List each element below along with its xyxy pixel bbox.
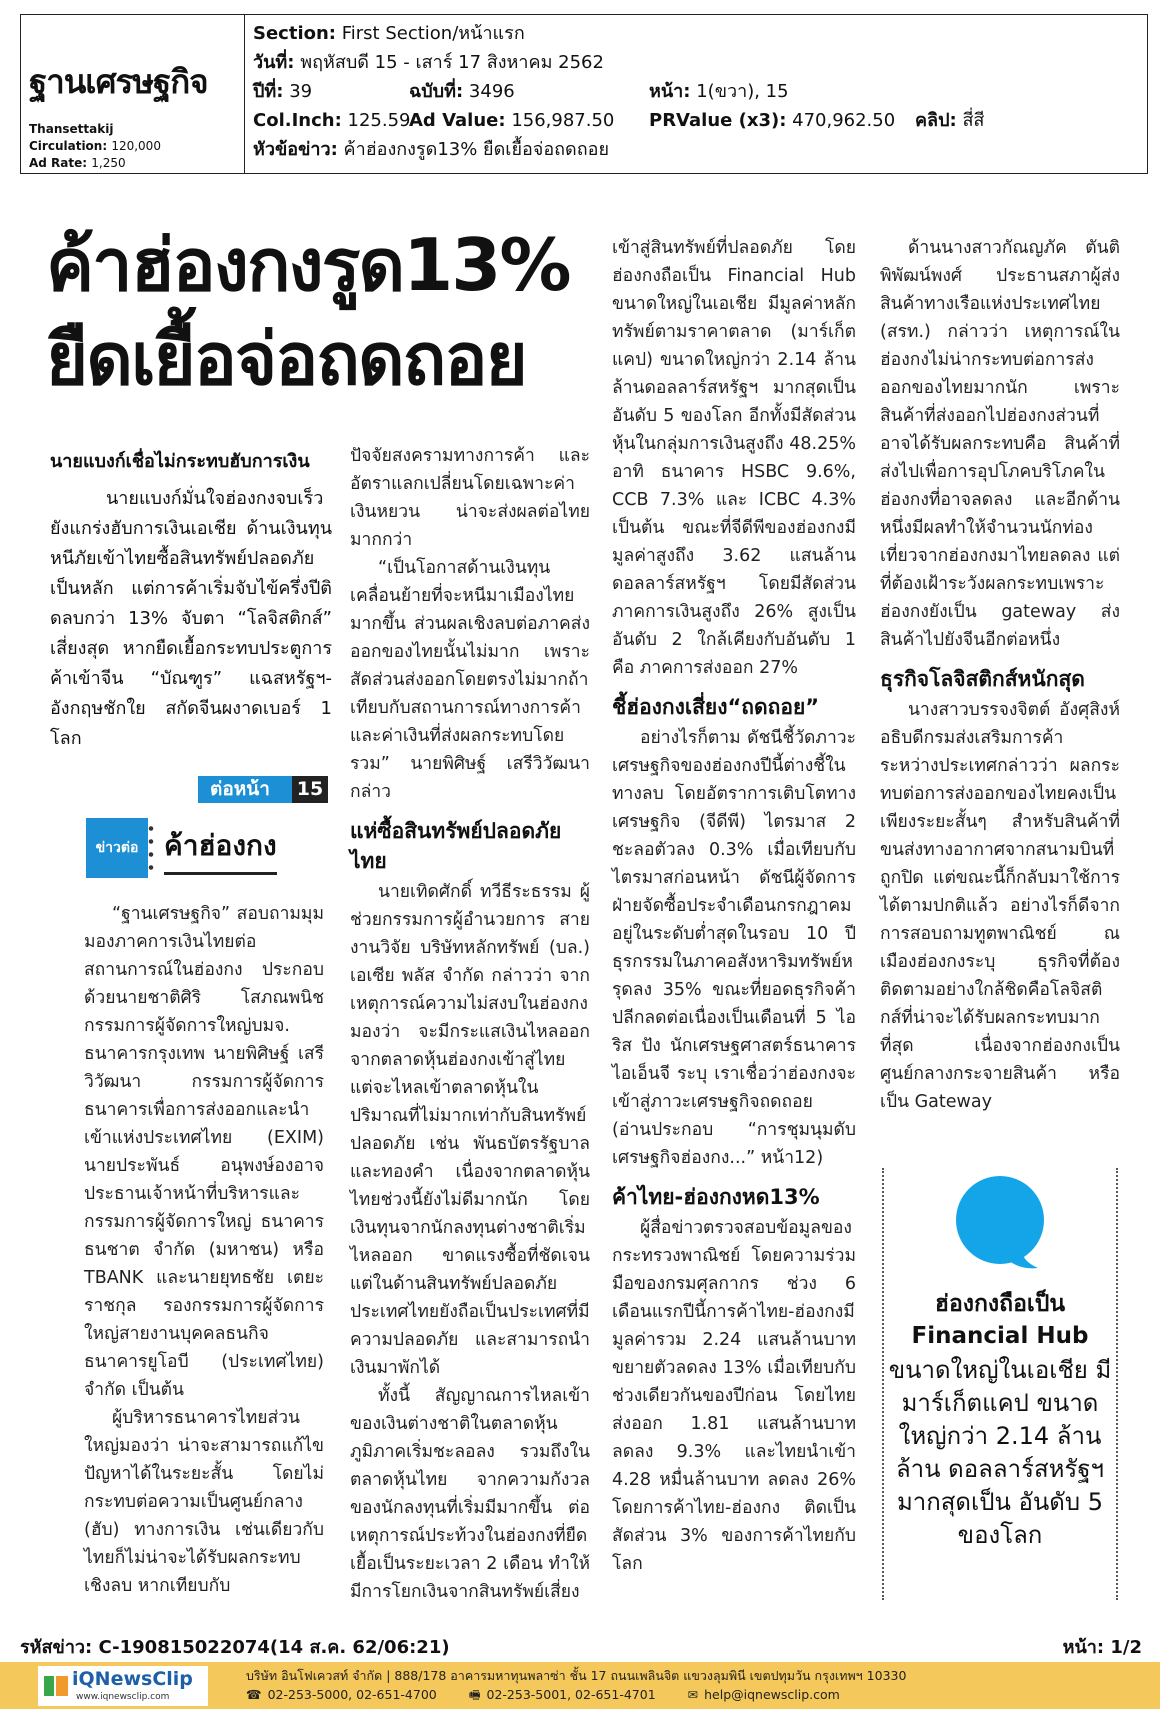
clip-code-row [20,1632,1148,1661]
code-label: รหัสข่าว: [20,1637,93,1658]
page-value: 1(ขวา), 15 [696,81,789,102]
paragraph: ด้านนางสาวกัณญภัค ตันติพิพัฒน์พงศ์ ประธานสภาผู้ส่งสินค้าทางเรือแห่งประเทศไทย (สรท.) กล่าวว่า เหตุการณ์ในฮ่องกงไม่น่ากระทบต่อการส่งออกของไทยมากนัก เพราะสินค้าที่ส่งออกไปฮ่องกงส่วนที่อาจได้รับผลกระทบคือ สินค้าที่ส่งไปเพื่อการอุปโภคบริโภคในฮ่องกงที่อาจลดลง และอีกด้านหนึ่งมีผลทำให้จำนวนนักท่องเที่ยวจากฮ่องกงมาไทยลดลง แต่ที่ต้องเฝ้าระวังผลกระทบเพราะฮ่องกงยังเป็น gateway ส่งสินค้าไปยังจีนอีกต่อหนึ่ง [880,238,1120,650]
advalue-value: 156,987.50 [511,110,615,131]
clip-value: สี่สี [962,110,985,131]
colinch-value: 125.59 [347,110,411,131]
circulation [29,139,236,153]
iqnewsclip-logo[interactable] [38,1666,208,1706]
paragraph: ผู้บริหารธนาคารไทยส่วนใหญ่มองว่า น่าจะสามารถแก้ไขปัญหาได้ในระยะสั้น โดยไม่กระทบต่อความเป็นศูนย์กลาง (ฮับ) ทางการเงิน เช่นเดียวกับไทยก็ไม่น่าจะได้รับผลกระทบเชิงลบ หากเทียบกับ [84,1408,324,1596]
continue-tag [198,776,328,803]
prvalue-value: 470,962.50 [792,110,896,131]
article-column-3 [612,234,856,1578]
company-address: บริษัท อินโฟเควสท์ จำกัด | 888/178 อาคารมหาทุนพลาซ่า ชั้น 17 ถนนเพลินจิต แขวงลุมพินี เขตปทุมวัน กรุงเทพฯ 10330 [246,1668,907,1683]
binder-dots-icon [148,822,154,874]
fax-icon: 🖷 [468,1687,481,1702]
article-headline [46,218,606,406]
date-label: วันที่: [253,52,295,73]
brand-name: iQNewsClip [72,1668,193,1690]
paragraph: อย่างไรก็ตาม ดัชนีชี้วัดภาวะเศรษฐกิจของฮ่องกงปีนี้ต่างชี้ในทางลบ โดยอัตราการเติบโตทางเศรษฐกิจ (จีดีพี) ไตรมาส 2 ชะลอตัวลง 0.3% เมื่อเทียบกับไตรมาสก่อนหน้า ดัชนีผู้จัดการฝ่ายจัดซื้อประจำเดือนกรกฎาคมอยู่ในระดับต่ำสุดในรอบ 10 ปี ธุรกรรมในภาคอสังหาริมทรัพย์หรุดลง 35% ขณะที่ยอดธุรกิจค้าปลีกลดต่อเนื่องเป็นเดือนที่ 5 ไอริส ปัง นักเศรษฐศาสตร์ธนาคารไอเอ็นจี ระบุ เราเชื่อว่าฮ่องกงจะเข้าสู่ภาวะเศรษฐกิจถดถอย (อ่านประกอบ “การชุมนุมดับเศรษฐกิจฮ่องกง...” หน้า12) [612,728,856,1168]
advalue-label: Ad Value: [409,110,506,131]
phone [246,1687,437,1702]
page-count-label: หน้า: [1062,1637,1105,1658]
year-label: ปีที่: [253,81,284,102]
date-value: พฤหัสบดี 15 - เสาร์ 17 สิงหาคม 2562 [300,52,604,73]
email-icon: ✉ [687,1687,699,1702]
continue-page: 15 [292,776,328,803]
publication-logo: ฐานเศรษฐกิจ [29,62,208,101]
colinch-label: Col.Inch: [253,110,342,131]
bubble-circle [956,1176,1044,1264]
lead-paragraph: นายแบงก์มั่นใจฮ่องกงจบเร็วยังแกร่งฮับการเงินเอเชีย ด้านเงินทุนหนีภัยเข้าไทยซื้อสินทรัพย์ปลอดภัยเป็นหลัก แต่การค้าเริ่มจับไข้ครึ่งปีติดลบกว่า 13% จับตา “โลจิสติกส์” เสี่ยงสุด หากยืดเยื้อกระทบประตูการค้าเข้าจีน “บัณฑูร” แฉสหรัฐฯ-อังกฤษชักใย สกัดจีนผงาดเบอร์ 1 โลก [50,488,332,749]
section-heading: แห่ซื้อสินทรัพย์ปลอดภัยไทย [350,819,562,873]
year-value: 39 [289,81,313,102]
value-row [253,106,1139,135]
email[interactable] [688,1687,840,1702]
article-lead [50,484,332,754]
headline-label: หัวข้อข่าว: [253,139,338,160]
contact-row [246,1686,868,1707]
circulation-label: Circulation: [29,139,108,153]
highlight-heading [884,1288,1116,1352]
clip-header [20,14,1148,174]
issue-value: 3496 [468,81,515,102]
footer-bar [0,1662,1160,1709]
paragraph: นางสาวบรรจงจิตต์ อังศุสิงห์ อธิบดีกรมส่งเสริมการค้าระหว่างประเทศกล่าวว่า ผลกระทบต่อการส่งออกของไทยคงเป็นเพียงระยะสั้นๆ สำหรับสินค้าที่ขนส่งทางอากาศจากสนามบินที่ถูกปิด แต่ขณะนี้ก็กลับมาใช้การได้ตามปกติแล้ว อย่างไรก็ดีจากการสอบถามทูตพาณิชย์ ณ เมืองฮ่องกงระบุ ธุรกิจที่ต้องติดตามอย่างใกล้ชิดคือโลจิสติกส์ที่น่าจะได้รับผลกระทบมากที่สุด เนื่องจากฮ่องกงเป็นศูนย์กลางกระจายสินค้า หรือเป็น Gateway [880,700,1120,1112]
article-column-4 [880,234,1120,1116]
fax-value: 02-253-5001, 02-651-4701 [486,1687,656,1702]
email-value[interactable]: help@iqnewsclip.com [704,1687,840,1702]
date-row [253,48,1139,77]
paragraph: เข้าสู่สินทรัพย์ที่ปลอดภัย โดยฮ่องกงถือเป็น Financial Hub ขนาดใหญ่ในเอเชีย มีมูลค่าหลักทรัพย์ตามราคาตลาด (มาร์เก็ตแคป) ขนาดใหญ่กว่า 2.14 ล้านล้านดอลลาร์สหรัฐฯ มากสุดเป็นอันดับ 5 ของโลก อีกทั้งมีสัดส่วนหุ้นในกลุ่มการเงินสูงถึง 48.25% อาทิ ธนาคาร HSBC 9.6%, CCB 7.3% และ ICBC 4.3% เป็นต้น ขณะที่จีดีพีของฮ่องกงมีมูลค่าสูงถึง 3.62 แสนล้านดอลลาร์สหรัฐฯ โดยมีสัดส่วนภาคการเงินสูงถึง 26% สูงเป็นอันดับ 2 ใกล้เคียงกับอันดับ 1 คือ ภาคการส่งออก 27% [612,238,856,678]
ad-rate-label: Ad Rate: [29,156,88,170]
phone-icon: ☎ [246,1687,262,1702]
clip-label: คลิป: [915,110,957,131]
paragraph: ผู้สื่อข่าวตรวจสอบข้อมูลของกระทรวงพาณิชย์ โดยความร่วมมือของกรมศุลกากร ช่วง 6 เดือนแรกปีนี้การค้าไทย-ฮ่องกงมีมูลค่ารวม 2.24 แสนล้านบาท ขยายตัวลดลง 13% เมื่อเทียบกับช่วงเดียวกันของปีก่อน โดยไทยส่งออก 1.81 แสนล้านบาท ลดลง 9.3% และไทยนำเข้า 4.28 หมื่นล้านบาท ลดลง 26% โดยการค้าไทย-ฮ่องกง ติดเป็นสัดส่วน 3% ของการค้าไทยกับโลก [612,1218,856,1574]
headline-line-1: ค้าฮ่องกงรูด13% [46,223,570,307]
article-column-2 [350,442,590,1606]
article-subhead: นายแบงก์เชื่อไม่กระทบฮับการเงิน [50,451,310,472]
headline-row [253,135,1139,164]
highlight-body: ขนาดใหญ่ในเอเชีย มีมาร์เก็ตแคป ขนาดใหญ่กว่า 2.14 ล้านล้าน ดอลลาร์สหรัฐฯ มากสุดเป็น อันดับ 5 ของโลก [888,1356,1112,1549]
highlight-heading-line-2: Financial Hub [911,1323,1089,1349]
phone-value: 02-253-5000, 02-651-4700 [267,1687,437,1702]
logo-mark-icon [42,1672,70,1700]
ad-rate [29,156,236,170]
paragraph: ทั้งนี้ สัญญาณการไหลเข้าของเงินต่างชาติในตลาดหุ้นภูมิภาคเริ่มชะลอลง รวมถึงในตลาดหุ้นไทย จากความกังวลของนักลงทุนที่เริ่มมีมากขึ้น ต่อเหตุการณ์ประท้วงในฮ่องกงที่ยืดเยื้อเป็นระยะเวลา 2 เดือน ทำให้มีการโยกเงินจากสินทรัพย์เสี่ยง [350,1386,590,1602]
issue-label: ฉบับที่: [409,81,464,102]
section-row [253,19,1139,48]
section-value: First Section/หน้าแรก [341,23,525,44]
circulation-value: 120,000 [111,139,161,153]
paragraph: “เป็นโอกาสด้านเงินทุนเคลื่อนย้ายที่จะหนีมาเมืองไทยมากขึ้น ส่วนผลเชิงลบต่อภาคส่งออกของไทยนั้นไม่มาก เพราะสัดส่วนส่งออกโดยตรงไม่มากถ้าเทียบกับสถานการณ์ทางการค้าและค่าเงินที่ส่งผลกระทบโดยรวม” นายพิศิษฐ์ เสรีวิวัฒนา กล่าว [350,558,590,802]
publication-name-en: Thansettakij [29,122,114,136]
article-column-1 [84,900,324,1600]
page-label: หน้า: [649,81,691,102]
section-heading: ชี้ฮ่องกงเสี่ยง“ถดถอย” [612,695,820,719]
section-heading: ค้าไทย-ฮ่องกงหด13% [612,1185,820,1209]
code-value: C-190815022074(14 ส.ค. 62/06:21) [98,1637,450,1658]
prvalue-label: PRValue (x3): [649,110,787,131]
speech-bubble-icon [950,1172,1050,1272]
highlight-heading-line-1: ฮ่องกงถือเป็น [934,1291,1066,1317]
headline-value: ค้าฮ่องกงรูด13% ยืดเยื้อจ่อถดถอย [343,139,610,160]
issue-row [253,77,1139,106]
continued-story-box [86,818,326,878]
ad-rate-value: 1,250 [91,156,126,170]
continued-title: ค้าฮ่องกง [164,824,277,875]
fax [469,1687,656,1702]
continue-label: ต่อหน้า [210,778,270,800]
section-heading: ธุรกิจโลจิสติกส์หนักสุด [880,667,1085,691]
publication-block [21,15,245,173]
highlight-box [882,1168,1118,1600]
section-label: Section: [253,23,336,44]
paragraph: “ฐานเศรษฐกิจ” สอบถามมุมมองภาคการเงินไทยต่อสถานการณ์ในฮ่องกง ประกอบด้วยนายชาติศิริ โสภณพนิช กรรมการผู้จัดการใหญ่บมจ. ธนาคารกรุงเทพ นายพิศิษฐ์ เสรีวิวัฒนา กรรมการผู้จัดการธนาคารเพื่อการส่งออกและนำเข้าแห่งประเทศไทย (EXIM) นายประพันธ์ อนุพงษ์องอาจ ประธานเจ้าหน้าที่บริหารและกรรมการผู้จัดการใหญ่ ธนาคารธนชาต จำกัด (มหาชน) หรือ TBANK และนายยุทธชัย เตยะราชกุล รองกรรมการผู้จัดการใหญ่สายงานบุคคลธนกิจ ธนาคารยูโอบี (ประเทศไทย) จำกัด เป็นต้น [84,904,324,1400]
page-count [1063,1632,1142,1661]
clip-meta [253,19,1139,169]
headline-line-2: ยืดเยื้อจ่อถดถอย [46,317,526,401]
continued-label: ข่าวต่อ [86,818,148,878]
paragraph: นายเทิดศักดิ์ ทวีธีระธรรม ผู้ช่วยกรรมการผู้อำนวยการ สายงานวิจัย บริษัทหลักทรัพย์ (บล.) เอเซีย พลัส จำกัด กล่าวว่า จากเหตุการณ์ความไม่สงบในฮ่องกงมองว่า จะมีกระแสเงินไหลออกจากตลาดหุ้นฮ่องกงเข้าสู่ไทย แต่จะไหลเข้าตลาดหุ้นในปริมาณที่ไม่มากเท่ากับสินทรัพย์ปลอดภัย เช่น พันธบัตรรัฐบาล และทองคำ เนื่องจากตลาดหุ้นไทยช่วงนี้ยังไม่ดีมากนัก โดยเงินทุนจากนักลงทุนต่างชาติเริ่มไหลออก ขาดแรงซื้อที่ชัดเจน แต่ในด้านสินทรัพย์ปลอดภัย ประเทศไทยยังถือเป็นประเทศที่มีความปลอดภัย และสามารถนำเงินมาพักได้ [350,882,590,1378]
paragraph: ปัจจัยสงครามทางการค้า และอัตราแลกเปลี่ยนโดยเฉพาะค่าเงินหยวน น่าจะส่งผลต่อไทยมากกว่า [350,446,590,550]
page-count-value: 1/2 [1110,1637,1142,1658]
brand-url[interactable]: www.iqnewsclip.com [76,1692,170,1702]
